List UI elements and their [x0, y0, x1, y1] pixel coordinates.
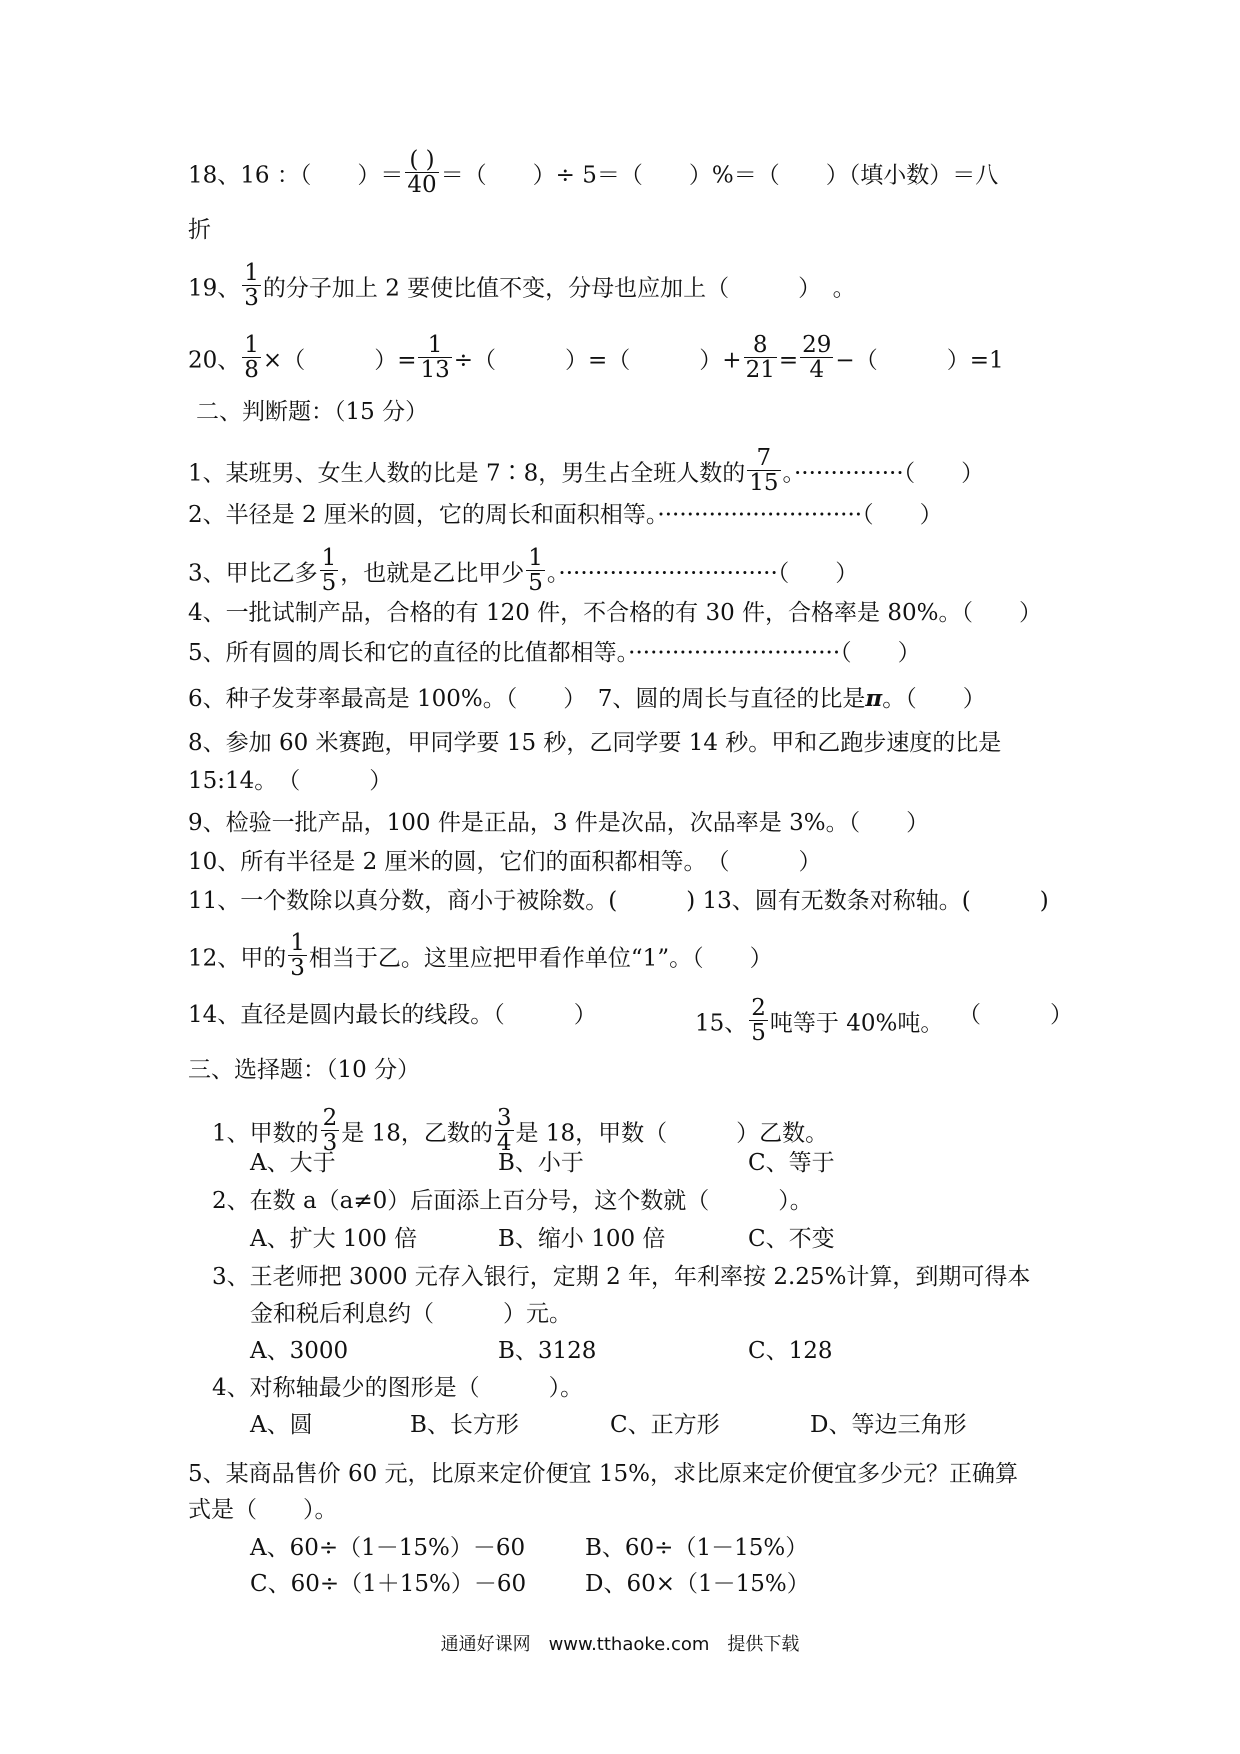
j1-frac-numerator: 7	[747, 446, 780, 471]
c1-text-a: 1、甲数的	[212, 1120, 319, 1147]
c3-option-c: C、128	[748, 1338, 833, 1364]
question-19	[188, 260, 856, 314]
j3-f1-denominator: 5	[321, 570, 337, 596]
judge-15	[695, 995, 944, 1049]
c2-option-b: B、缩小 100 倍	[498, 1226, 666, 1252]
c4-option-c: C、正方形	[610, 1412, 720, 1438]
j3-f2-denominator: 5	[528, 570, 543, 596]
c1-f1-numerator: 2	[322, 1105, 338, 1131]
pi-symbol: π	[865, 685, 883, 712]
q20-part-2: ÷（ ）=（ ）+	[453, 347, 742, 374]
j3-text-b: ，也就是乙比甲少	[340, 560, 525, 587]
q20-f2-denominator: 13	[420, 357, 450, 383]
q19-number: 19、	[188, 275, 241, 302]
c3-option-a: A、3000	[250, 1338, 349, 1364]
j12-frac-numerator: 1	[290, 930, 305, 956]
j7-blank: 。（ ）	[882, 686, 986, 712]
q20-f4-numerator: 29	[802, 332, 832, 358]
j15-frac-numerator: 2	[751, 995, 766, 1021]
q20-f4-denominator: 4	[809, 357, 825, 383]
c2-option-c: C、不变	[748, 1226, 835, 1252]
question-18	[188, 147, 999, 201]
j15-text: 吨等于 40%吨。	[769, 1010, 944, 1037]
j3-text-a: 3、甲比乙多	[188, 560, 318, 587]
judge-8-line-2: 15:14。 （ ）	[188, 768, 393, 794]
q20-part-3: =	[778, 347, 799, 374]
c4-option-b: B、长方形	[410, 1412, 519, 1438]
c4-option-a: A、圆	[250, 1412, 313, 1438]
j15-frac-denominator: 5	[751, 1020, 766, 1046]
footer-source: 通通好课网 www.tthaoke.com 提供下载	[440, 1634, 800, 1655]
j15-blank: （ ）	[958, 1002, 1073, 1028]
j3-blank: 。······························（ ）	[546, 560, 859, 587]
judge-11-13: 11、一个数除以真分数，商小于被除数。( ) 13、圆有无数条对称轴。( )	[188, 888, 1049, 914]
choice-3-line-2: 金和税后利息约（ ）元。	[250, 1301, 572, 1327]
c1-text-c: 是 18，甲数（ ）乙数。	[515, 1120, 829, 1147]
q20-fraction-4	[800, 333, 833, 382]
j12-fraction	[288, 931, 307, 980]
judge-9: 9、检验一批产品，100 件是正品，3 件是次品，次品率是 3%。（ ）	[188, 810, 930, 836]
q20-fraction-1	[242, 333, 261, 382]
j3-f1-numerator: 1	[321, 545, 337, 571]
j3-fraction-1	[320, 546, 339, 595]
judge-3	[188, 545, 859, 599]
question-20	[188, 332, 1004, 386]
j15-fraction	[749, 996, 768, 1045]
q20-f3-numerator: 8	[744, 333, 777, 358]
j3-f2-numerator: 1	[528, 545, 543, 571]
j3-fraction-2	[526, 546, 545, 595]
q19-text: 的分子加上 2 要使比值不变，分母也应加上（ ） 。	[262, 275, 856, 302]
c1-option-c: C、等于	[748, 1150, 835, 1176]
q19-frac-denominator: 3	[244, 285, 259, 311]
q19-fraction	[242, 261, 261, 310]
j12-frac-denominator: 3	[290, 955, 305, 981]
q18-frac-numerator: ( )	[405, 148, 438, 173]
q20-fraction-2	[418, 333, 451, 382]
c1-f2-numerator: 3	[496, 1105, 512, 1131]
judge-2: 2、半径是 2 厘米的圆，它的周长和面积相等。····························（ ）	[188, 502, 943, 528]
j1-frac-denominator: 15	[749, 470, 779, 496]
section-2-heading: 二、判断题：（15 分）	[196, 399, 429, 425]
j1-fraction	[747, 446, 780, 495]
j15-number: 15、	[695, 1010, 748, 1037]
choice-3-line-1: 3、王老师把 3000 元存入银行，定期 2 年，年利率按 2.25%计算，到期可得本	[212, 1264, 1031, 1290]
q18-fraction	[405, 148, 438, 197]
q20-f3-denominator: 21	[745, 357, 775, 383]
c1-option-b: B、小于	[498, 1150, 584, 1176]
j1-text: 1、某班男、女生人数的比是 7∶8，男生占全班人数的	[188, 460, 746, 487]
q18-part-a: 18、16 ：（ ）＝	[188, 162, 404, 189]
judge-5: 5、所有圆的周长和它的直径的比值都相等。·····························（ ）	[188, 640, 921, 666]
judge-12	[188, 930, 773, 984]
c1-text-b: 是 18，乙数的	[341, 1120, 493, 1147]
c5-option-b: B、60÷（1－15%）	[585, 1535, 809, 1561]
choice-4: 4、对称轴最少的图形是（ ）。	[212, 1375, 584, 1401]
judge-10: 10、所有半径是 2 厘米的圆，它们的面积都相等。 （ ）	[188, 849, 822, 875]
q20-part-4: −（ ）=1	[835, 347, 1004, 374]
q19-frac-numerator: 1	[244, 260, 259, 286]
c1-f2-denominator: 4	[496, 1130, 512, 1156]
j12-text-a: 12、甲的	[188, 945, 287, 972]
j6-text: 6、种子发芽率最高是 100%。（ ） 7、圆的周长与直径的比是	[188, 686, 866, 712]
c5-option-d: D、60×（1－15%）	[585, 1571, 810, 1597]
c5-option-a: A、60÷（1－15%）－60	[250, 1535, 526, 1561]
c1-option-a: A、大于	[250, 1150, 336, 1176]
choice-5-line-1: 5、某商品售价 60 元，比原来定价便宜 15%，求比原来定价便宜多少元？正确算	[188, 1461, 1018, 1487]
judge-4: 4、一批试制产品，合格的有 120 件，不合格的有 30 件，合格率是 80%。（ ）	[188, 600, 1042, 626]
q18-frac-denominator: 40	[407, 172, 437, 198]
q20-number: 20、	[188, 347, 241, 374]
q18-part-c: 折	[188, 217, 211, 243]
q20-part-1: ×（ ）=	[262, 347, 417, 374]
q20-fraction-3	[744, 333, 777, 382]
judge-14: 14、直径是圆内最长的线段。（ ）	[188, 1002, 597, 1028]
judge-1	[188, 445, 985, 499]
q18-part-b: ＝（ ）÷ 5＝（ ）%＝（ ）（填小数）＝八	[440, 162, 999, 189]
q20-f1-denominator: 8	[244, 357, 259, 383]
section-3-heading: 三、选择题：（10 分）	[188, 1057, 421, 1083]
choice-2: 2、在数 a（a≠0）后面添上百分号，这个数就（ ）。	[212, 1188, 813, 1214]
q20-f1-numerator: 1	[244, 332, 259, 358]
c4-option-d: D、等边三角形	[810, 1412, 967, 1438]
c1-f1-denominator: 3	[322, 1130, 338, 1156]
q20-f2-numerator: 1	[418, 333, 451, 358]
choice-5-line-2: 式是（ ）。	[188, 1497, 338, 1523]
j12-text-b: 相当于乙。这里应把甲看作单位“1”。（ ）	[308, 945, 773, 972]
j1-blank: 。···············（ ）	[782, 460, 985, 487]
judge-8-line-1: 8、参加 60 米赛跑，甲同学要 15 秒，乙同学要 14 秒。甲和乙跑步速度的比是	[188, 730, 1002, 756]
c5-option-c: C、60÷（1＋15%）－60	[250, 1571, 527, 1597]
c2-option-a: A、扩大 100 倍	[250, 1226, 418, 1252]
c3-option-b: B、3128	[498, 1338, 597, 1364]
judge-6-7	[188, 684, 986, 714]
